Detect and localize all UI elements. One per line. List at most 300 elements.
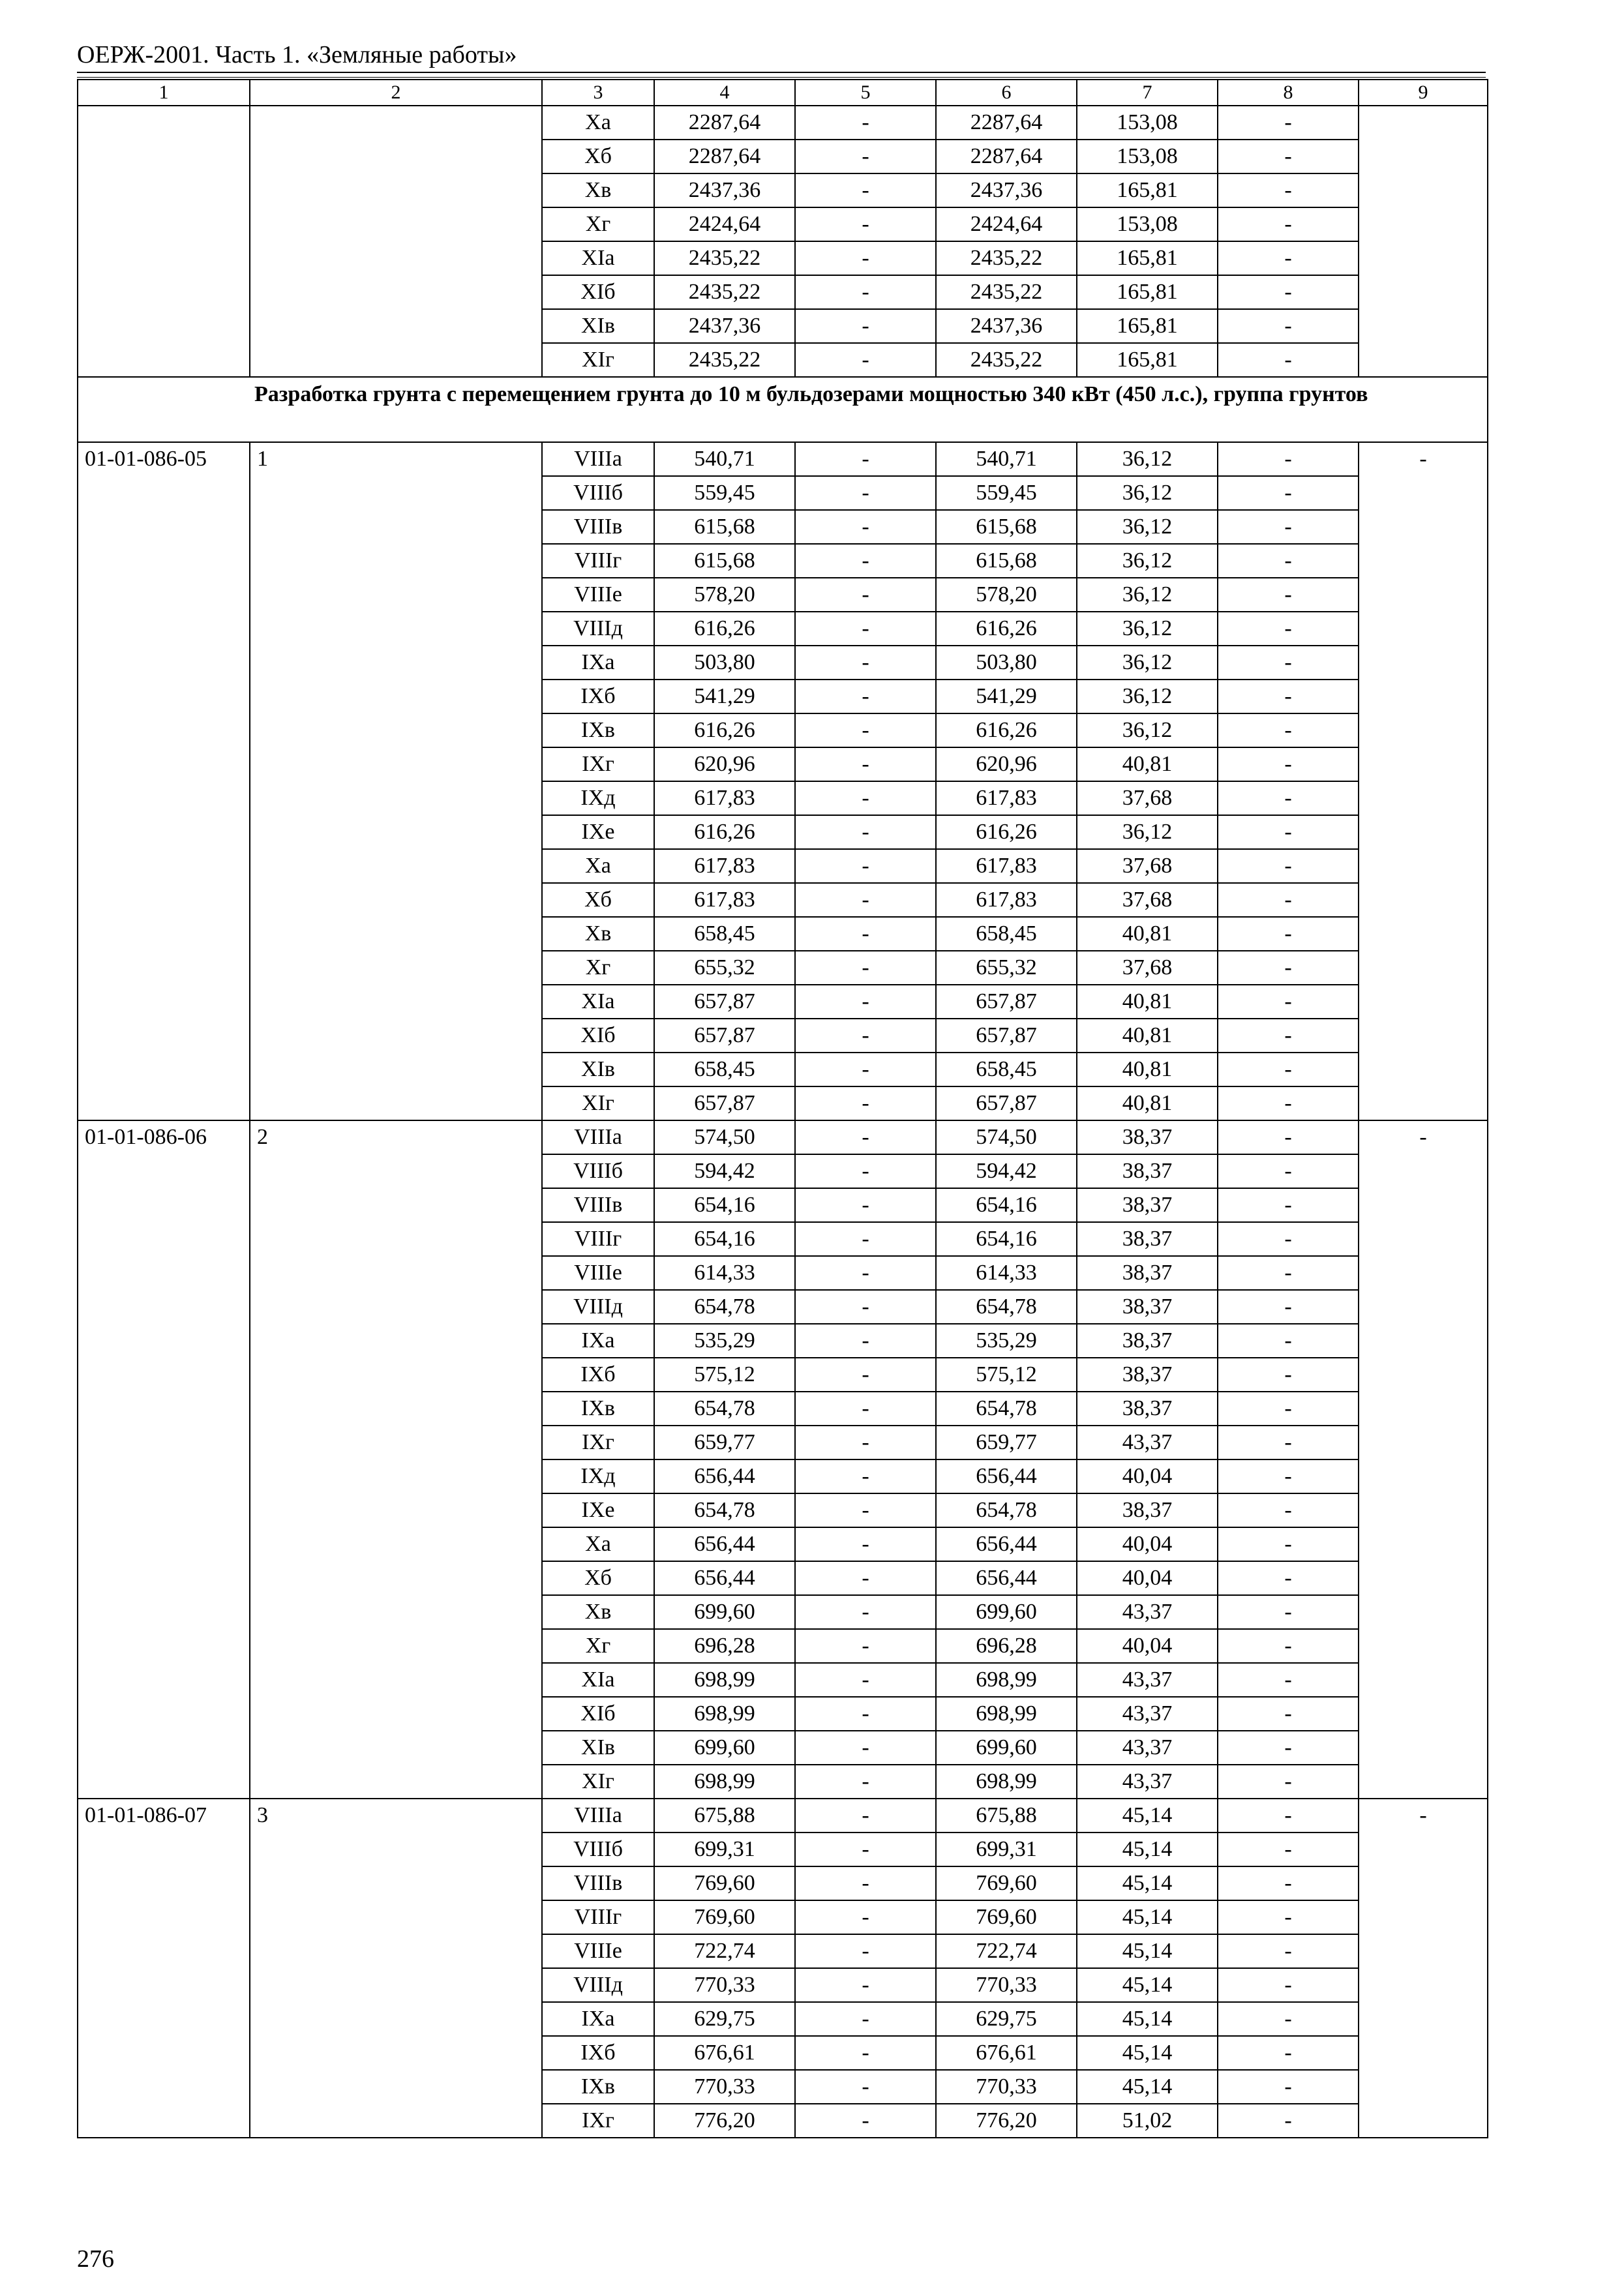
table-cell: 45,14 bbox=[1077, 2002, 1218, 2036]
table-cell: IXе bbox=[542, 815, 654, 849]
table-cell: - bbox=[1218, 275, 1359, 309]
table-cell: - bbox=[795, 713, 936, 747]
table-cell: - bbox=[795, 1663, 936, 1697]
table-cell: VIIIб bbox=[542, 476, 654, 510]
table-cell: - bbox=[795, 612, 936, 646]
table-cell: 2424,64 bbox=[936, 207, 1077, 241]
table-cell: IXа bbox=[542, 646, 654, 680]
table-cell: 43,37 bbox=[1077, 1697, 1218, 1731]
table-cell: IXв bbox=[542, 713, 654, 747]
table-cell: 36,12 bbox=[1077, 612, 1218, 646]
table-cell: - bbox=[1218, 2104, 1359, 2138]
table-cell: 2437,36 bbox=[936, 309, 1077, 343]
table-cell: 165,81 bbox=[1077, 343, 1218, 377]
table-cell: VIIIе bbox=[542, 1934, 654, 1968]
section-title: Разработка грунта с перемещением грунта до 10 м бульдозерами мощностью 340 кВт (450 л.с.), группа грунтов bbox=[78, 377, 1488, 442]
table-cell: 36,12 bbox=[1077, 442, 1218, 476]
table-cell: 2435,22 bbox=[936, 343, 1077, 377]
table-cell: 657,87 bbox=[654, 1086, 795, 1120]
table-cell: 654,78 bbox=[936, 1290, 1077, 1324]
page-number: 276 bbox=[77, 2245, 114, 2273]
table-cell: 616,26 bbox=[936, 713, 1077, 747]
table-cell: 40,04 bbox=[1077, 1459, 1218, 1493]
table-cell: - bbox=[795, 1561, 936, 1595]
table-cell: - bbox=[1218, 1086, 1359, 1120]
table-cell: VIIIб bbox=[542, 1833, 654, 1866]
table-cell: - bbox=[1218, 1392, 1359, 1426]
table-cell: 617,83 bbox=[936, 883, 1077, 917]
table-cell: 629,75 bbox=[936, 2002, 1077, 2036]
table-cell: 770,33 bbox=[654, 2070, 795, 2104]
table-cell: VIIIг bbox=[542, 544, 654, 578]
table-cell: 36,12 bbox=[1077, 815, 1218, 849]
table-row bbox=[78, 1120, 1488, 1154]
table-cell: - bbox=[795, 1629, 936, 1663]
page-title: ОЕРЖ-2001. Часть 1. «Земляные работы» bbox=[77, 41, 517, 68]
table-cell: 36,12 bbox=[1077, 713, 1218, 747]
table-cell: 616,26 bbox=[654, 815, 795, 849]
table-cell: 654,16 bbox=[654, 1188, 795, 1222]
table-cell: - bbox=[795, 1595, 936, 1629]
table-cell: 654,16 bbox=[936, 1188, 1077, 1222]
table-cell: 37,68 bbox=[1077, 883, 1218, 917]
table-cell: - bbox=[1218, 1900, 1359, 1934]
table-cell: 594,42 bbox=[936, 1154, 1077, 1188]
table-cell: 657,87 bbox=[936, 1019, 1077, 1053]
table-cell: 38,37 bbox=[1077, 1256, 1218, 1290]
table-cell: - bbox=[795, 1765, 936, 1799]
table-cell: Xв bbox=[542, 173, 654, 207]
table-cell: - bbox=[795, 747, 936, 781]
table-cell: 699,60 bbox=[936, 1731, 1077, 1765]
table-cell: - bbox=[1218, 1053, 1359, 1086]
column-9-cell: - bbox=[1359, 442, 1488, 1120]
table-cell: - bbox=[795, 241, 936, 275]
table-cell: 43,37 bbox=[1077, 1731, 1218, 1765]
table-cell: 654,16 bbox=[654, 1222, 795, 1256]
table-cell: - bbox=[795, 917, 936, 951]
table-cell: - bbox=[1218, 713, 1359, 747]
table-cell: 2435,22 bbox=[654, 275, 795, 309]
table-cell: 615,68 bbox=[654, 510, 795, 544]
table-cell: XIа bbox=[542, 1663, 654, 1697]
table-cell: VIIIа bbox=[542, 442, 654, 476]
table-cell: - bbox=[795, 1493, 936, 1527]
table-cell: 654,78 bbox=[936, 1392, 1077, 1426]
table-cell: - bbox=[1218, 2070, 1359, 2104]
table-cell: - bbox=[1218, 1324, 1359, 1358]
table-cell: - bbox=[1218, 1426, 1359, 1459]
table-body bbox=[78, 80, 1488, 2138]
table-cell: 617,83 bbox=[654, 849, 795, 883]
table-cell: VIIIа bbox=[542, 1799, 654, 1833]
table-cell: - bbox=[795, 309, 936, 343]
table-cell: 503,80 bbox=[654, 646, 795, 680]
table-cell: 629,75 bbox=[654, 2002, 795, 2036]
table-cell: - bbox=[1218, 1019, 1359, 1053]
soil-group-cell: 3 bbox=[250, 1799, 542, 2138]
table-cell: 40,81 bbox=[1077, 1086, 1218, 1120]
table-cell: 45,14 bbox=[1077, 2036, 1218, 2070]
table-cell: IXв bbox=[542, 2070, 654, 2104]
soil-group-cell: 1 bbox=[250, 442, 542, 1120]
table-cell: 2287,64 bbox=[936, 106, 1077, 140]
table-cell: - bbox=[1218, 173, 1359, 207]
table-cell: 654,78 bbox=[936, 1493, 1077, 1527]
table-cell: 38,37 bbox=[1077, 1120, 1218, 1154]
rate-code-cell: 01-01-086-07 bbox=[78, 1799, 250, 2138]
table-cell: 698,99 bbox=[654, 1663, 795, 1697]
table-cell: - bbox=[1218, 1799, 1359, 1833]
table-cell: Xв bbox=[542, 917, 654, 951]
table-cell: 2435,22 bbox=[654, 343, 795, 377]
table-cell: 43,37 bbox=[1077, 1426, 1218, 1459]
table-cell: - bbox=[1218, 476, 1359, 510]
table-cell: - bbox=[795, 1086, 936, 1120]
table-cell: 776,20 bbox=[936, 2104, 1077, 2138]
table-cell: - bbox=[795, 1527, 936, 1561]
table-cell: - bbox=[1218, 1629, 1359, 1663]
table-cell: - bbox=[795, 173, 936, 207]
table-cell: 45,14 bbox=[1077, 1833, 1218, 1866]
table-cell: 698,99 bbox=[654, 1697, 795, 1731]
table-cell: - bbox=[1218, 1290, 1359, 1324]
table-cell: 615,68 bbox=[936, 544, 1077, 578]
table-cell: 45,14 bbox=[1077, 1968, 1218, 2002]
table-cell: 2424,64 bbox=[654, 207, 795, 241]
table-cell: - bbox=[1218, 849, 1359, 883]
table-cell: - bbox=[1218, 1222, 1359, 1256]
table-cell: 615,68 bbox=[936, 510, 1077, 544]
table-cell: 2287,64 bbox=[654, 140, 795, 173]
table-cell: 40,81 bbox=[1077, 1053, 1218, 1086]
table-cell: 36,12 bbox=[1077, 544, 1218, 578]
table-cell: XIб bbox=[542, 1019, 654, 1053]
table-cell: 616,26 bbox=[936, 612, 1077, 646]
table-cell: 696,28 bbox=[936, 1629, 1077, 1663]
table-cell: VIIIд bbox=[542, 1290, 654, 1324]
table-cell: 655,32 bbox=[654, 951, 795, 985]
table-cell: XIг bbox=[542, 1765, 654, 1799]
table-cell: - bbox=[795, 815, 936, 849]
table-cell: - bbox=[1218, 781, 1359, 815]
table-cell: 37,68 bbox=[1077, 781, 1218, 815]
table-cell: - bbox=[795, 985, 936, 1019]
table-cell: VIIIд bbox=[542, 612, 654, 646]
table-cell: XIв bbox=[542, 1731, 654, 1765]
table-cell: - bbox=[1218, 1154, 1359, 1188]
table-cell: 37,68 bbox=[1077, 951, 1218, 985]
table-cell: 657,87 bbox=[654, 985, 795, 1019]
table-cell: - bbox=[1218, 985, 1359, 1019]
table-cell: 574,50 bbox=[936, 1120, 1077, 1154]
table-cell: XIа bbox=[542, 985, 654, 1019]
column-number-cell: 1 bbox=[78, 80, 250, 106]
table-cell: - bbox=[795, 275, 936, 309]
table-cell: 657,87 bbox=[936, 1086, 1077, 1120]
table-cell: Xб bbox=[542, 883, 654, 917]
table-cell: Xг bbox=[542, 951, 654, 985]
table-cell: 40,04 bbox=[1077, 1561, 1218, 1595]
table-cell: 698,99 bbox=[936, 1697, 1077, 1731]
table-cell: 165,81 bbox=[1077, 275, 1218, 309]
table-cell: 43,37 bbox=[1077, 1663, 1218, 1697]
table-cell: 38,37 bbox=[1077, 1324, 1218, 1358]
table-cell: - bbox=[1218, 951, 1359, 985]
column-9-cell: - bbox=[1359, 1799, 1488, 2138]
table-cell: 578,20 bbox=[936, 578, 1077, 612]
table-cell: - bbox=[1218, 544, 1359, 578]
empty-cell bbox=[1359, 106, 1488, 377]
table-cell: Xа bbox=[542, 849, 654, 883]
table-cell: 575,12 bbox=[654, 1358, 795, 1392]
table-cell: 540,71 bbox=[654, 442, 795, 476]
table-cell: 614,33 bbox=[936, 1256, 1077, 1290]
table-cell: 699,60 bbox=[654, 1595, 795, 1629]
table-cell: - bbox=[795, 442, 936, 476]
table-cell: 43,37 bbox=[1077, 1765, 1218, 1799]
table-cell: - bbox=[795, 1290, 936, 1324]
table-cell: - bbox=[1218, 1731, 1359, 1765]
table-cell: - bbox=[1218, 1934, 1359, 1968]
table-cell: Xа bbox=[542, 1527, 654, 1561]
table-cell: 38,37 bbox=[1077, 1222, 1218, 1256]
column-number-cell: 8 bbox=[1218, 80, 1359, 106]
table-cell: - bbox=[1218, 343, 1359, 377]
table-cell: - bbox=[795, 1324, 936, 1358]
rate-code-cell: 01-01-086-05 bbox=[78, 442, 250, 1120]
table-cell: 45,14 bbox=[1077, 1799, 1218, 1833]
table-cell: 36,12 bbox=[1077, 476, 1218, 510]
table-cell: XIа bbox=[542, 241, 654, 275]
table-cell: - bbox=[1218, 106, 1359, 140]
table-cell: 676,61 bbox=[654, 2036, 795, 2070]
table-cell: 617,83 bbox=[654, 781, 795, 815]
table-cell: 656,44 bbox=[654, 1561, 795, 1595]
table-cell: Xб bbox=[542, 140, 654, 173]
table-cell: 722,74 bbox=[936, 1934, 1077, 1968]
column-number-cell: 4 bbox=[654, 80, 795, 106]
table-cell: - bbox=[795, 1968, 936, 2002]
table-cell: - bbox=[795, 1934, 936, 1968]
header-rule bbox=[77, 72, 1486, 73]
table-cell: 541,29 bbox=[936, 680, 1077, 713]
table-cell: 614,33 bbox=[654, 1256, 795, 1290]
table-row bbox=[78, 106, 1488, 140]
table-cell: 45,14 bbox=[1077, 1866, 1218, 1900]
table-cell: - bbox=[795, 140, 936, 173]
table-cell: - bbox=[795, 106, 936, 140]
table-cell: XIб bbox=[542, 275, 654, 309]
table-cell: 38,37 bbox=[1077, 1188, 1218, 1222]
table-cell: 36,12 bbox=[1077, 680, 1218, 713]
table-cell: IXб bbox=[542, 1358, 654, 1392]
table-cell: VIIIг bbox=[542, 1222, 654, 1256]
soil-group-cell: 2 bbox=[250, 1120, 542, 1799]
table-cell: - bbox=[795, 476, 936, 510]
table-cell: - bbox=[1218, 442, 1359, 476]
table-cell: 40,81 bbox=[1077, 1019, 1218, 1053]
table-cell: 696,28 bbox=[654, 1629, 795, 1663]
table-cell: - bbox=[795, 2002, 936, 2036]
table-cell: 699,60 bbox=[936, 1595, 1077, 1629]
table-cell: 698,99 bbox=[936, 1663, 1077, 1697]
table-cell: Xа bbox=[542, 106, 654, 140]
table-cell: - bbox=[795, 2104, 936, 2138]
page-header bbox=[77, 40, 1486, 78]
table-cell: 43,37 bbox=[1077, 1595, 1218, 1629]
table-cell: 675,88 bbox=[936, 1799, 1077, 1833]
table-cell: 656,44 bbox=[936, 1527, 1077, 1561]
table-cell: - bbox=[795, 1833, 936, 1866]
column-number-cell: 6 bbox=[936, 80, 1077, 106]
table-cell: - bbox=[795, 1426, 936, 1459]
table-cell: 37,68 bbox=[1077, 849, 1218, 883]
table-cell: 165,81 bbox=[1077, 309, 1218, 343]
table-cell: IXб bbox=[542, 680, 654, 713]
table-cell: - bbox=[795, 1866, 936, 1900]
table-cell: - bbox=[1218, 2036, 1359, 2070]
table-cell: VIIIе bbox=[542, 1256, 654, 1290]
table-cell: - bbox=[795, 1900, 936, 1934]
table-cell: 559,45 bbox=[936, 476, 1077, 510]
table-cell: 578,20 bbox=[654, 578, 795, 612]
table-cell: 658,45 bbox=[936, 1053, 1077, 1086]
table-cell: 45,14 bbox=[1077, 1934, 1218, 1968]
table-cell: - bbox=[1218, 680, 1359, 713]
table-cell: VIIIв bbox=[542, 1188, 654, 1222]
table-cell: - bbox=[795, 578, 936, 612]
table-cell: - bbox=[795, 2070, 936, 2104]
table-cell: 2437,36 bbox=[936, 173, 1077, 207]
table-cell: 659,77 bbox=[654, 1426, 795, 1459]
column-9-cell: - bbox=[1359, 1120, 1488, 1799]
table-cell: VIIIе bbox=[542, 578, 654, 612]
table-cell: - bbox=[795, 544, 936, 578]
table-cell: 2437,36 bbox=[654, 173, 795, 207]
table-cell: 699,31 bbox=[936, 1833, 1077, 1866]
table-cell: IXа bbox=[542, 2002, 654, 2036]
table-cell: - bbox=[1218, 309, 1359, 343]
table-cell: 654,78 bbox=[654, 1290, 795, 1324]
table-cell: 38,37 bbox=[1077, 1290, 1218, 1324]
table-cell: 153,08 bbox=[1077, 207, 1218, 241]
table-cell: - bbox=[795, 1459, 936, 1493]
table-cell: 51,02 bbox=[1077, 2104, 1218, 2138]
table-cell: - bbox=[1218, 1765, 1359, 1799]
table-cell: 699,60 bbox=[654, 1731, 795, 1765]
table-cell: - bbox=[795, 2036, 936, 2070]
section-row bbox=[78, 377, 1488, 442]
table-cell: 658,45 bbox=[654, 1053, 795, 1086]
table-cell: 769,60 bbox=[654, 1900, 795, 1934]
table-cell: - bbox=[795, 646, 936, 680]
table-cell: - bbox=[1218, 612, 1359, 646]
table-cell: 699,31 bbox=[654, 1833, 795, 1866]
table-cell: - bbox=[795, 207, 936, 241]
table-cell: - bbox=[1218, 1866, 1359, 1900]
table-cell: VIIIг bbox=[542, 1900, 654, 1934]
table-cell: 616,26 bbox=[654, 612, 795, 646]
table-cell: 615,68 bbox=[654, 544, 795, 578]
table-cell: 38,37 bbox=[1077, 1392, 1218, 1426]
table-cell: XIг bbox=[542, 1086, 654, 1120]
table-cell: 657,87 bbox=[654, 1019, 795, 1053]
table-cell: XIг bbox=[542, 343, 654, 377]
table-cell: - bbox=[1218, 1968, 1359, 2002]
table-cell: - bbox=[1218, 1697, 1359, 1731]
table-cell: - bbox=[795, 343, 936, 377]
rates-table bbox=[77, 79, 1488, 2138]
table-cell: 657,87 bbox=[936, 985, 1077, 1019]
table-cell: 659,77 bbox=[936, 1426, 1077, 1459]
table-cell: - bbox=[1218, 1833, 1359, 1866]
table-cell: IXв bbox=[542, 1392, 654, 1426]
table-cell: 2437,36 bbox=[654, 309, 795, 343]
table-cell: 540,71 bbox=[936, 442, 1077, 476]
table-cell: - bbox=[1218, 1493, 1359, 1527]
table-cell: Xб bbox=[542, 1561, 654, 1595]
table-cell: 656,44 bbox=[936, 1561, 1077, 1595]
table-cell: - bbox=[795, 1799, 936, 1833]
table-cell: - bbox=[1218, 2002, 1359, 2036]
table-cell: IXг bbox=[542, 1426, 654, 1459]
table-cell: 153,08 bbox=[1077, 140, 1218, 173]
table-cell: - bbox=[795, 1053, 936, 1086]
table-row bbox=[78, 1799, 1488, 1833]
table-cell: 617,83 bbox=[936, 849, 1077, 883]
table-cell: - bbox=[1218, 1120, 1359, 1154]
table-cell: 2435,22 bbox=[936, 241, 1077, 275]
table-cell: 616,26 bbox=[654, 713, 795, 747]
table-cell: 770,33 bbox=[936, 1968, 1077, 2002]
empty-cell bbox=[78, 106, 250, 377]
table-cell: 769,60 bbox=[936, 1866, 1077, 1900]
table-cell: - bbox=[1218, 1459, 1359, 1493]
table-cell: 2287,64 bbox=[654, 106, 795, 140]
table-cell: 676,61 bbox=[936, 2036, 1077, 2070]
table-cell: - bbox=[1218, 1527, 1359, 1561]
table-cell: 559,45 bbox=[654, 476, 795, 510]
table-cell: 620,96 bbox=[654, 747, 795, 781]
table-cell: - bbox=[1218, 883, 1359, 917]
table-cell: 654,78 bbox=[654, 1392, 795, 1426]
table-cell: 656,44 bbox=[654, 1459, 795, 1493]
table-cell: 535,29 bbox=[654, 1324, 795, 1358]
table-cell: 2435,22 bbox=[654, 241, 795, 275]
table-cell: 2435,22 bbox=[936, 275, 1077, 309]
table-cell: 153,08 bbox=[1077, 106, 1218, 140]
table-cell: 655,32 bbox=[936, 951, 1077, 985]
table-cell: Xг bbox=[542, 207, 654, 241]
table-cell: - bbox=[1218, 241, 1359, 275]
table-cell: 675,88 bbox=[654, 1799, 795, 1833]
table-cell: 38,37 bbox=[1077, 1154, 1218, 1188]
table-cell: - bbox=[1218, 1358, 1359, 1392]
table-row bbox=[78, 442, 1488, 476]
table-cell: - bbox=[1218, 747, 1359, 781]
table-cell: - bbox=[795, 883, 936, 917]
table-cell: 38,37 bbox=[1077, 1493, 1218, 1527]
table-cell: - bbox=[795, 781, 936, 815]
table-cell: - bbox=[795, 1358, 936, 1392]
table-cell: - bbox=[795, 1222, 936, 1256]
table-cell: IXе bbox=[542, 1493, 654, 1527]
table-cell: VIIIд bbox=[542, 1968, 654, 2002]
table-cell: VIIIа bbox=[542, 1120, 654, 1154]
rate-code-cell: 01-01-086-06 bbox=[78, 1120, 250, 1799]
column-number-cell: 3 bbox=[542, 80, 654, 106]
